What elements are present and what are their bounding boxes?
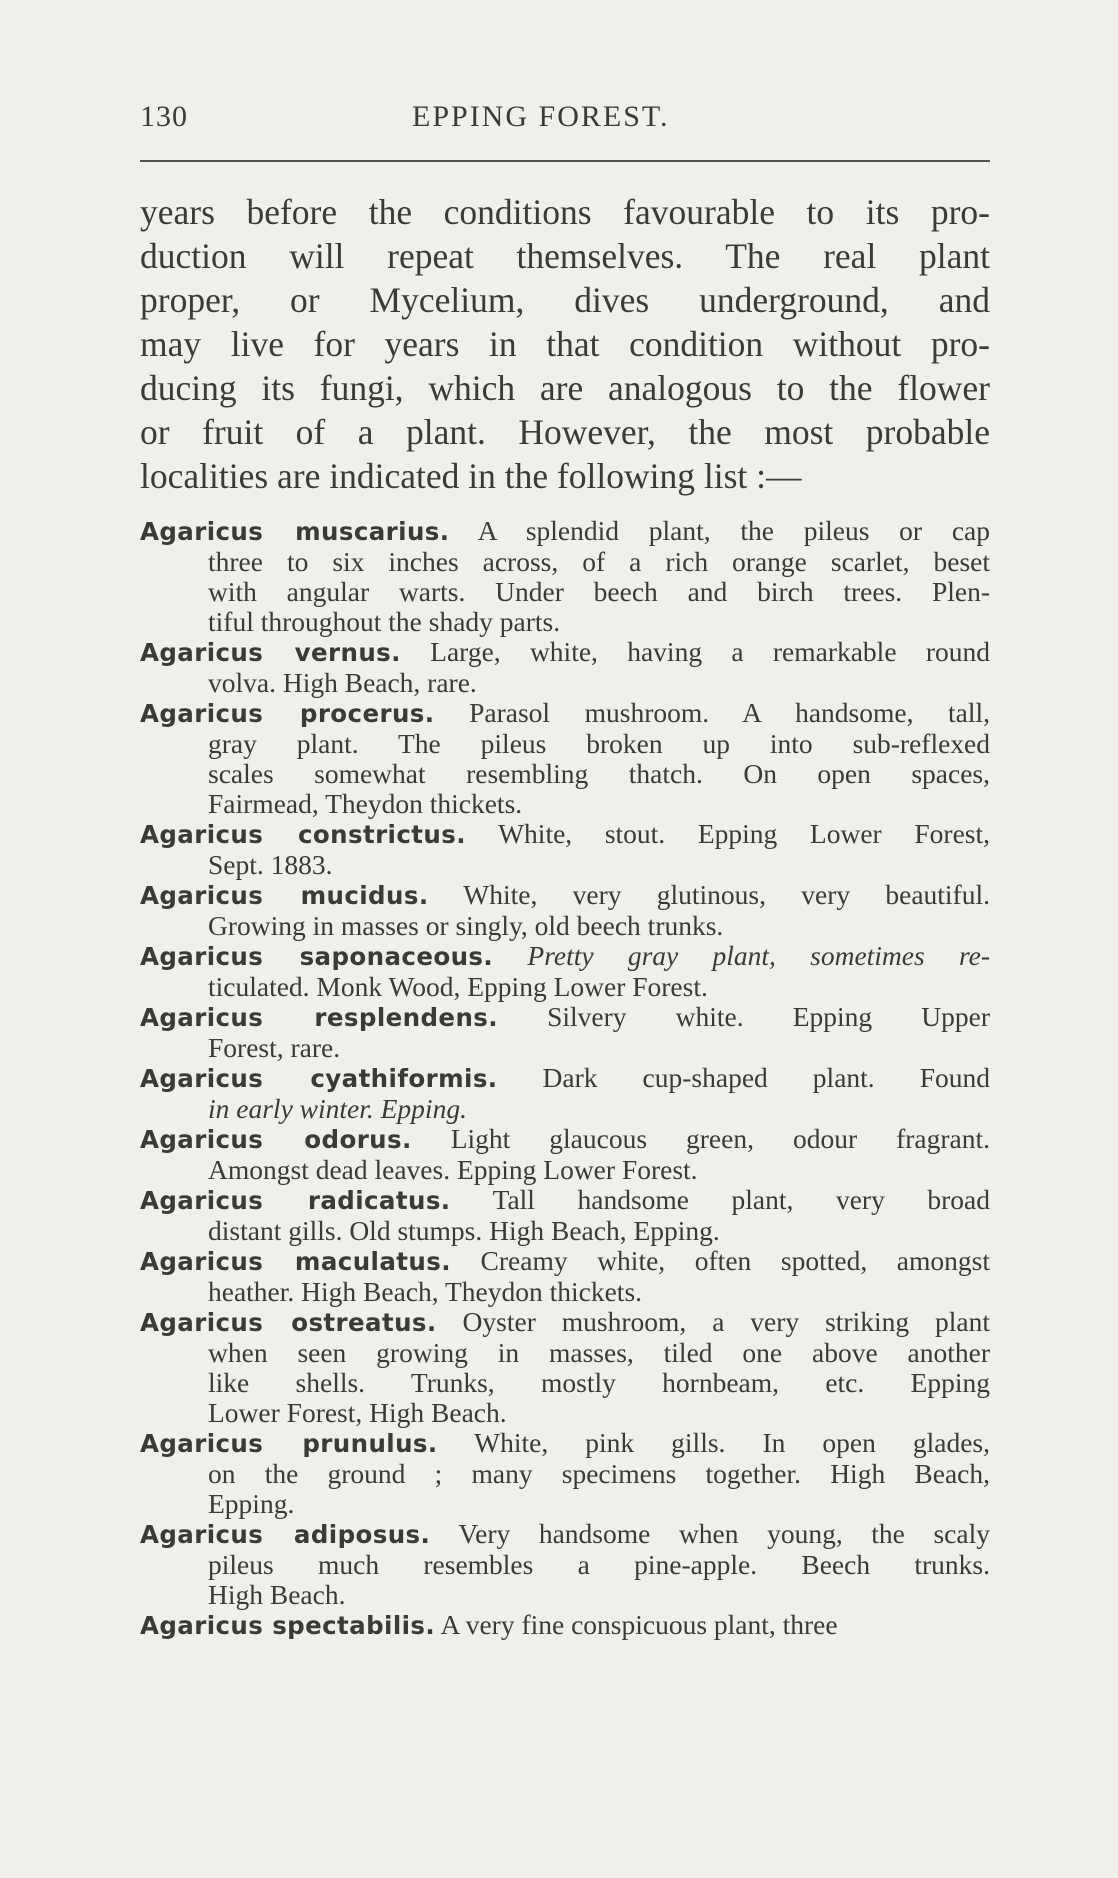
intro-line: proper, or Mycelium, dives underground, and	[140, 280, 990, 320]
species-description: Oyster mushroom, a very striking plant	[462, 1306, 991, 1337]
entry-first-line	[140, 880, 990, 911]
entry-continuation-line: ticulated. Monk Wood, Epping Lower Forest.	[208, 971, 708, 1002]
entry-first-line	[140, 516, 990, 547]
species-entry	[140, 1185, 990, 1246]
species-description: Dark cup-shaped plant. Found	[542, 1062, 990, 1093]
species-entry	[140, 1063, 990, 1124]
species-entry	[140, 516, 990, 637]
species-description: White, very glutinous, very beautiful.	[463, 879, 990, 910]
entry-first-line	[140, 1428, 990, 1459]
entry-first-line	[140, 1307, 990, 1338]
species-entry	[140, 880, 990, 941]
species-entry	[140, 1610, 990, 1641]
species-name: Agaricus ostreatus.	[140, 1308, 437, 1337]
species-description: Large, white, having a remarkable round	[430, 636, 990, 667]
species-entry	[140, 1124, 990, 1185]
species-description: Pretty gray plant, sometimes re-	[527, 940, 990, 971]
species-entry	[140, 698, 990, 819]
species-description: Parasol mushroom. A handsome, tall,	[469, 697, 991, 728]
species-entry	[140, 1428, 990, 1519]
running-title: EPPING FOREST.	[412, 100, 670, 133]
entry-first-line	[140, 637, 990, 668]
species-description: Very handsome when young, the scaly	[458, 1518, 990, 1549]
page-number: 130	[140, 100, 188, 133]
species-name: Agaricus maculatus.	[140, 1247, 451, 1276]
species-description: A splendid plant, the pileus or cap	[477, 515, 991, 546]
entry-continuation-line: gray plant. The pileus broken up into sub-reflexed	[208, 728, 990, 759]
intro-line: may live for years in that condition without pro-	[140, 324, 990, 364]
species-entry	[140, 941, 990, 1002]
entry-first-line	[140, 1610, 990, 1641]
species-entry	[140, 1002, 990, 1063]
entry-continuation-line: when seen growing in masses, tiled one above another	[208, 1337, 990, 1368]
entry-first-line	[140, 1063, 990, 1094]
entry-continuation-line: three to six inches across, of a rich orange scarlet, beset	[208, 546, 990, 577]
intro-line: localities are indicated in the following list :—	[140, 456, 802, 496]
entry-continuation-line: Sept. 1883.	[208, 849, 333, 880]
entry-continuation-line: Fairmead, Theydon thickets.	[208, 788, 523, 819]
entry-continuation-line: Lower Forest, High Beach.	[208, 1397, 507, 1428]
entry-continuation-line: pileus much resembles a pine-apple. Beech trunks.	[208, 1549, 990, 1580]
species-name: Agaricus muscarius.	[140, 517, 450, 546]
species-description: Creamy white, often spotted, amongst	[480, 1245, 990, 1276]
entry-first-line	[140, 698, 990, 729]
species-description: Silvery white. Epping Upper	[547, 1001, 990, 1032]
species-description: Light glaucous green, odour fragrant.	[450, 1123, 991, 1154]
entry-continuation-line: with angular warts. Under beech and birch trees. Plen-	[208, 576, 990, 607]
species-name: Agaricus saponaceous.	[140, 942, 494, 971]
species-name: Agaricus mucidus.	[140, 881, 429, 910]
intro-line: years before the conditions favourable to its pro-	[140, 192, 990, 232]
running-head	[140, 100, 990, 140]
species-name: Agaricus procerus.	[140, 699, 435, 728]
entry-continuation-line: on the ground ; many specimens together. High Beach,	[208, 1458, 990, 1489]
entry-continuation-line: distant gills. Old stumps. High Beach, Epping.	[208, 1215, 720, 1246]
entry-continuation-line: like shells. Trunks, mostly hornbeam, etc. Epping	[208, 1367, 990, 1398]
entry-first-line	[140, 1124, 990, 1155]
entry-continuation-line: volva. High Beach, rare.	[208, 667, 477, 698]
entry-continuation-line: Amongst dead leaves. Epping Lower Forest.	[208, 1154, 698, 1185]
species-name: Agaricus cyathiformis.	[140, 1064, 498, 1093]
species-list	[140, 516, 990, 1641]
entry-first-line	[140, 941, 990, 972]
header-rule	[140, 160, 990, 162]
species-entry	[140, 1307, 990, 1428]
species-name: Agaricus radicatus.	[140, 1186, 451, 1215]
species-entry	[140, 637, 990, 698]
entry-first-line	[140, 1185, 990, 1216]
species-name: Agaricus adiposus.	[140, 1520, 431, 1549]
entry-continuation-line: in early winter. Epping.	[208, 1093, 467, 1124]
entry-first-line	[140, 1519, 990, 1550]
species-entry	[140, 1246, 990, 1307]
entry-continuation-line: Growing in masses or singly, old beech trunks.	[208, 910, 724, 941]
species-description: A very fine conspicuous plant, three	[440, 1609, 838, 1640]
species-name: Agaricus vernus.	[140, 638, 401, 667]
entry-first-line	[140, 819, 990, 850]
species-name: Agaricus constrictus.	[140, 820, 466, 849]
species-description: White, pink gills. In open glades,	[474, 1427, 990, 1458]
intro-line: or fruit of a plant. However, the most probable	[140, 412, 990, 452]
species-entry	[140, 1519, 990, 1610]
entry-continuation-line: Epping.	[208, 1488, 295, 1519]
species-name: Agaricus odorus.	[140, 1125, 412, 1154]
species-entry	[140, 819, 990, 880]
species-description: Tall handsome plant, very broad	[492, 1184, 990, 1215]
intro-line: ducing its fungi, which are analogous to the flower	[140, 368, 990, 408]
intro-line: duction will repeat themselves. The real plant	[140, 236, 990, 276]
entry-first-line	[140, 1246, 990, 1277]
entry-continuation-line: tiful throughout the shady parts.	[208, 606, 561, 637]
entry-continuation-line: heather. High Beach, Theydon thickets.	[208, 1276, 643, 1307]
species-name: Agaricus prunulus.	[140, 1429, 438, 1458]
species-name: Agaricus spectabilis.	[140, 1611, 436, 1640]
entry-continuation-line: Forest, rare.	[208, 1032, 341, 1063]
entry-first-line	[140, 1002, 990, 1033]
species-name: Agaricus resplendens.	[140, 1003, 498, 1032]
species-description: White, stout. Epping Lower Forest,	[498, 818, 990, 849]
entry-continuation-line: scales somewhat resembling thatch. On open spaces,	[208, 758, 990, 789]
intro-paragraph	[140, 190, 990, 498]
entry-continuation-line: High Beach.	[208, 1579, 346, 1610]
